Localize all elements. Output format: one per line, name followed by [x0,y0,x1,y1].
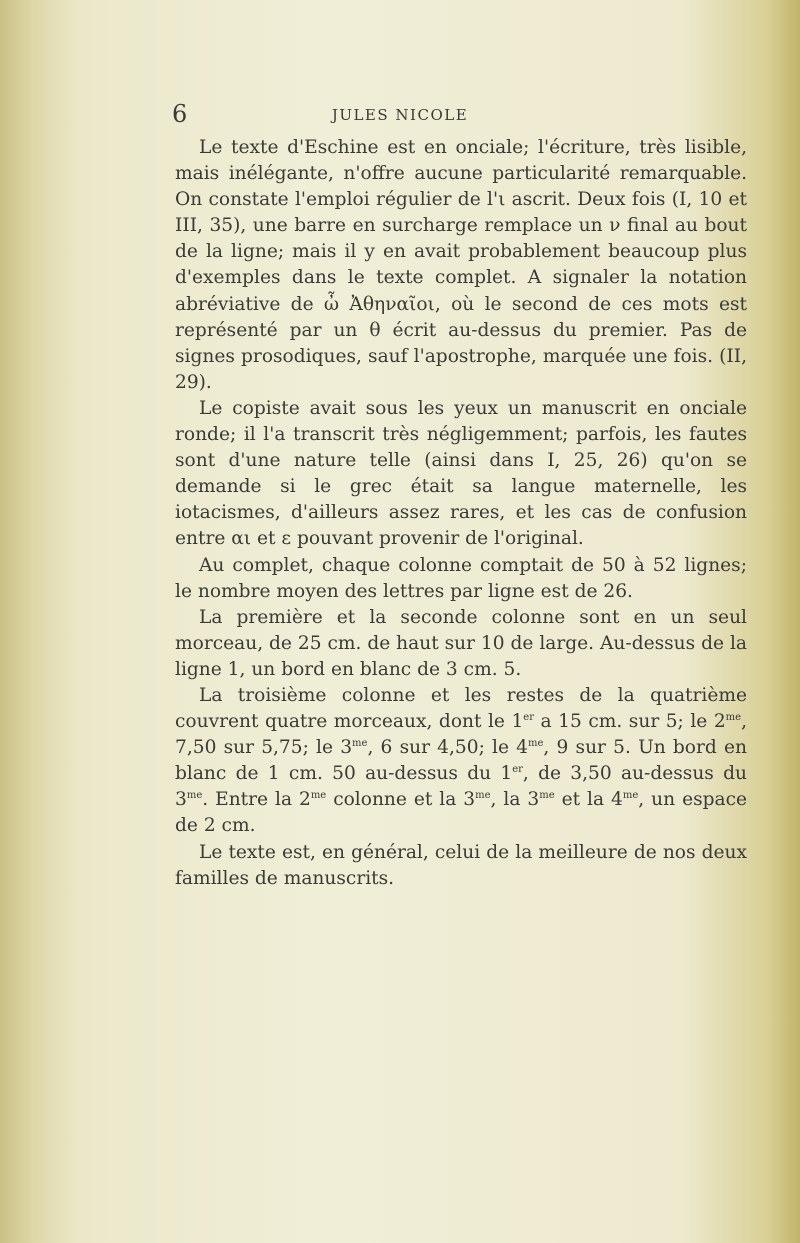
paragraph-text: , un espace de 2 cm. [175,789,748,837]
paragraph [175,605,747,683]
ordinal-superscript: me [310,790,327,802]
paragraph-text: a 15 cm. sur 5; le 2 [534,711,726,733]
ordinal-superscript: me [475,790,491,802]
paragraph-text: , de 3,50 au-dessus du 3 [175,763,747,811]
paragraph-text: , 6 sur 4,50; le 4 [367,737,528,759]
ordinal-superscript: me [352,737,368,749]
paragraph-text: La troisième colonne et les restes de la quatrième couvrent quatre morceaux, dont le 1 [175,684,747,733]
paragraph [175,396,747,553]
running-head: JULES NICOLE [331,106,469,124]
page-header [0,100,800,140]
paragraph-text: et la 4 [554,789,623,811]
ordinal-superscript: me [539,790,555,802]
paragraph-text: Au complet, chaque colonne comptait de 50 à 52 lignes; le nombre moyen des lettres par ligne est de 26. [175,554,747,602]
paragraph [175,840,747,892]
paragraph-text: colonne et la 3 [326,789,476,811]
paragraph [175,553,747,605]
paragraph [175,135,747,396]
ordinal-superscript: me [186,790,203,802]
ordinal-superscript: er [523,711,534,723]
paragraph-text: La première et la seconde colonne sont en un seul morceau, de 25 cm. de haut sur 10 de large. Au-dessus de la ligne 1, un bord en blanc de 3 cm. 5. [175,606,747,680]
paragraph [175,683,747,840]
page-number: 6 [172,100,188,128]
ordinal-superscript: me [725,711,742,723]
paragraph-text: Le texte d'Eschine est en onciale; l'écriture, très lisible, mais inélégante, n'offre aucune particularité remarquable. On constate l'emploi régulier de l'ι ascrit. Deux fois (I, 10 et III, 35), une barre en surcharge remplace un ν final au bout de la ligne; mais il y en avait probablement beaucoup plus d'exemples dans le texte complet. A signaler la notation abréviative de ὦ Ἀθηναῖοι, où le second de ces mots est représenté par un θ écrit au-dessus du premier. Pas de signes prosodiques, sauf l'apostrophe, marquée une fois. (II, 29). [175,137,747,393]
paragraph-text: , 7,50 sur 5,75; le 3 [175,711,747,759]
body-text [175,135,747,892]
ordinal-superscript: me [622,790,639,802]
paragraph-text: Le texte est, en général, celui de la meilleure de nos deux familles de manuscrits. [175,841,747,889]
ordinal-superscript: er [512,764,523,776]
paragraph-text: Le copiste avait sous les yeux un manuscrit en onciale ronde; il l'a transcrit très négligemment; parfois, les fautes sont d'une nature telle (ainsi dans I, 25, 26) qu'on se demande si le grec était sa langue maternelle, les iotacismes, d'ailleurs assez rares, et les cas de confusion entre αι et ε pouvant provenir de l'original. [175,397,747,550]
paragraph-text: , 9 sur 5. Un bord en blanc de 1 cm. 50 au-dessus du 1 [175,737,747,785]
paragraph-text: , la 3 [490,789,540,811]
paragraph-text: . Entre la 2 [202,789,311,811]
ordinal-superscript: me [528,737,544,749]
